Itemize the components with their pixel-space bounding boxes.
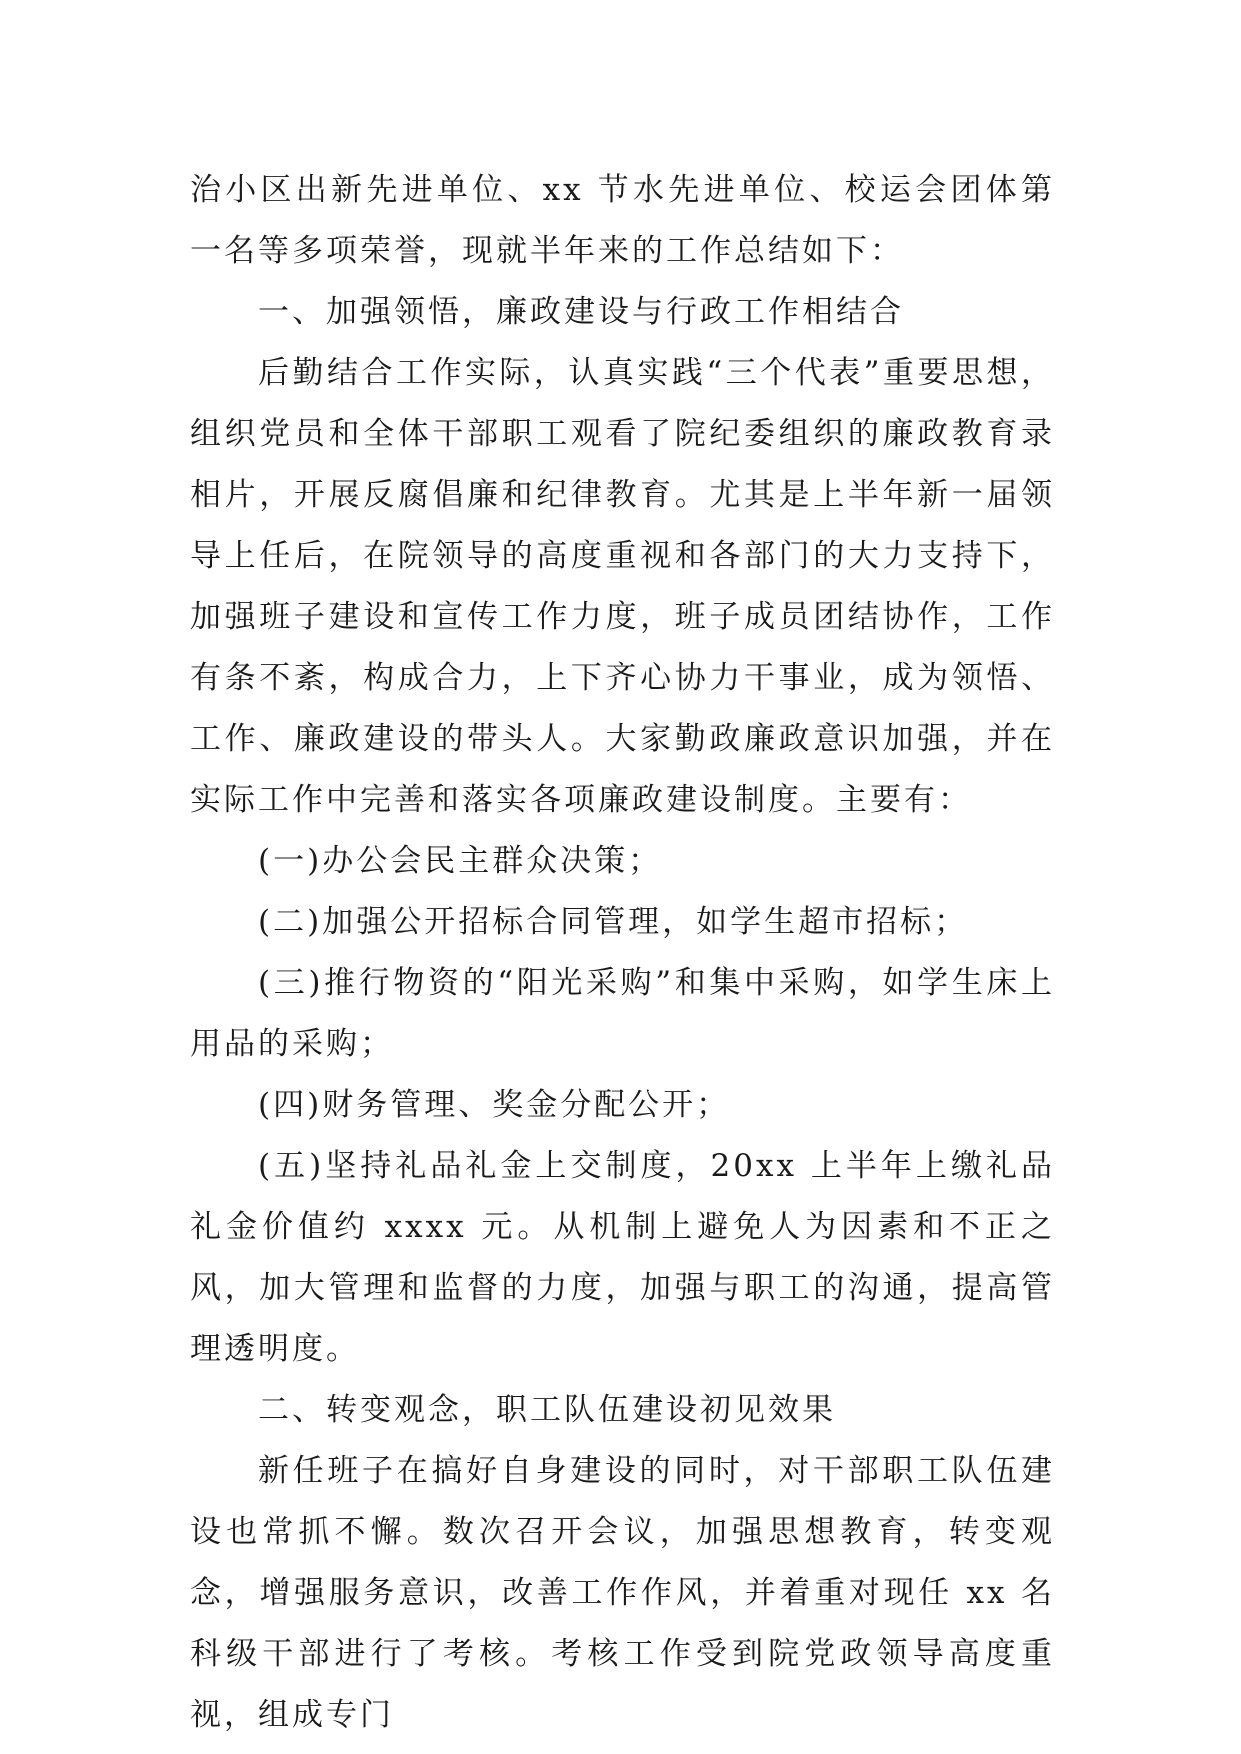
document-body [190, 160, 1055, 1746]
section-heading-2: 二、转变观念，职工队伍建设初见效果 [258, 1392, 836, 1428]
paragraph-section-2-body: 新任班子在搞好自身建设的同时，对干部职工队伍建设也常抓不懈。数次召开会议，加强思想教育，转变观念，增强服务意识，改善工作作风，并着重对现任 xx 名科级干部进行了考核。考核工作受到院党政领导高度重视，组成专门 [190, 1453, 1055, 1733]
list-item-5: (五)坚持礼品礼金上交制度，20xx 上半年上缴礼品礼金价值约 xxxx 元。从机制上避免人为因素和不正之风，加大管理和监督的力度，加强与职工的沟通，提高管理透明度。 [190, 1148, 1055, 1367]
paragraph-intro-continuation: 治小区出新先进单位、xx 节水先进单位、校运会团体第一名等多项荣誉，现就半年来的工作总结如下： [190, 172, 1055, 269]
list-item-1: (一)办公会民主群众决策； [258, 843, 663, 879]
list-item-4: (四)财务管理、奖金分配公开； [258, 1087, 731, 1123]
list-item-3: (三)推行物资的“阳光采购”和集中采购，如学生床上用品的采购； [190, 965, 1055, 1062]
list-item-2: (二)加强公开招标合同管理，如学生超市招标； [258, 904, 969, 940]
paragraph-section-1-body: 后勤结合工作实际，认真实践“三个代表”重要思想，组织党员和全体干部职工观看了院纪委组织的廉政教育录相片，开展反腐倡廉和纪律教育。尤其是上半年新一届领导上任后，在院领导的高度重视和各部门的大力支持下，加强班子建设和宣传工作力度，班子成员团结协作，工作有条不紊，构成合力，上下齐心协力干事业，成为领悟、工作、廉政建设的带头人。大家勤政廉政意识加强，并在实际工作中完善和落实各项廉政建设制度。主要有： [190, 355, 1055, 818]
section-heading-1: 一、加强领悟，廉政建设与行政工作相结合 [258, 294, 904, 330]
